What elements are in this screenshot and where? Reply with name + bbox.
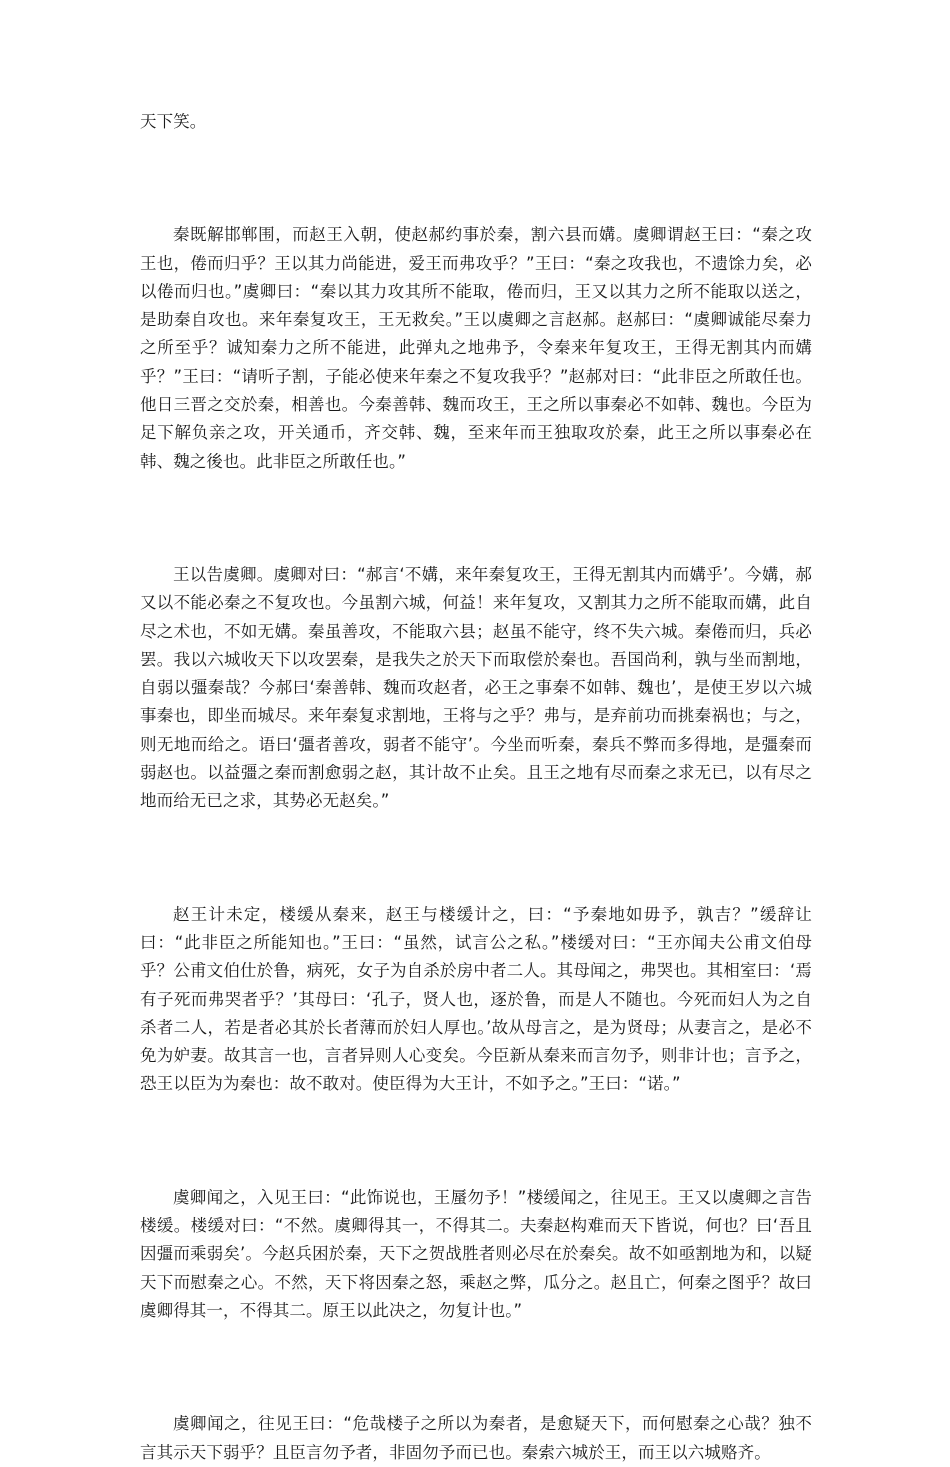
paragraph-4: 赵王计未定，楼缓从秦来，赵王与楼缓计之，曰：“予秦地如毋予，孰吉？”缓辞让曰：“此非臣之所能知也。”王曰：“虽然，试言公之私。”楼缓对曰：“王亦闻夫公甫文伯母乎？公甫文伯仕於鲁，病死，女子为自杀於房中者二人。其母闻之，弗哭也。其相室曰：‘焉有子死而弗哭者乎？’其母曰：‘孔子，贤人也，逐於鲁，而是人不随也。今死而妇人为之自杀者二人，若是者必其於长者薄而於妇人厚也。’故从母言之，是为贤母；从妻言之，是必不免为妒妻。故其言一也，言者异则人心变矣。今臣新从秦来而言勿予，则非计也；言予之，恐王以臣为为秦也：故不敢对。使臣得为大王计，不如予之。”王曰：“诺。” <box>140 904 812 1094</box>
paragraph-5: 虞卿闻之，入见王曰：“此饰说也，王蜃勿予！”楼缓闻之，往见王。王又以虞卿之言告楼缓。楼缓对曰：“不然。虞卿得其一，不得其二。夫秦赵构难而天下皆说，何也？曰‘吾且因彊而乘弱矣’。今赵兵困於秦，天下之贺战胜者则必尽在於秦矣。故不如亟割地为和，以疑天下而慰秦之心。不然，天下将因秦之怒，乘赵之弊，瓜分之。赵且亡，何秦之图乎？故曰虞卿得其一，不得其二。原王以此决之，勿复计也。” <box>140 1187 812 1320</box>
paragraph-2: 秦既解邯郸围，而赵王入朝，使赵郝约事於秦，割六县而媾。虞卿谓赵王曰：“秦之攻王也，倦而归乎？王以其力尚能进，爱王而弗攻乎？”王曰：“秦之攻我也，不遗馀力矣，必以倦而归也。”虞卿曰：“秦以其力攻其所不能取，倦而归，王又以其力之所不能取以送之，是助秦自攻也。来年秦复攻王，王无救矣。”王以虞卿之言赵郝。赵郝曰：“虞卿诚能尽秦力之所至乎？诚知秦力之所不能进，此弹丸之地弗予，令秦来年复攻王，王得无割其内而媾乎？”王曰：“请听子割，子能必使来年秦之不复攻我乎？”赵郝对曰：“此非臣之所敢任也。他日三晋之交於秦，相善也。今秦善韩、魏而攻王，王之所以事秦必不如韩、魏也。今臣为足下解负亲之攻，开关通币，齐交韩、魏，至来年而王独取攻於秦，此王之所以事秦必在韩、魏之後也。此非臣之所敢任也。” <box>140 225 812 471</box>
paragraph-1: 天下笑。 <box>140 112 207 131</box>
paragraph-gap <box>140 136 812 221</box>
paragraph-6: 虞卿闻之，往见王曰：“危哉楼子之所以为秦者，是愈疑天下，而何慰秦之心哉？独不言其示天下弱乎？且臣言勿予者，非固勿予而已也。秦索六城於王，而王以六城赂齐。 <box>140 1414 812 1462</box>
document-page <box>140 108 812 1467</box>
paragraph-gap <box>140 816 812 901</box>
paragraph-3: 王以告虞卿。虞卿对曰：“郝言‘不媾，来年秦复攻王，王得无割其内而媾乎’。今媾，郝又以不能必秦之不复攻也。今虽割六城，何益！来年复攻，又割其力之所不能取而媾，此自尽之术也，不如无媾。秦虽善攻，不能取六县；赵虽不能守，终不失六城。秦倦而归，兵必罢。我以六城收天下以攻罢秦，是我失之於天下而取偿於秦也。吾国尚利，孰与坐而割地，自弱以彊秦哉？今郝曰‘秦善韩、魏而攻赵者，必王之事秦不如韩、魏也’，是使王岁以六城事秦也，即坐而城尽。来年秦复求割地，王将与之乎？弗与，是弃前功而挑秦祸也；与之，则无地而给之。语曰‘彊者善攻，弱者不能守’。今坐而听秦，秦兵不弊而多得地，是彊秦而弱赵也。以益彊之秦而割愈弱之赵，其计故不止矣。且王之地有尽而秦之求无已，以有尽之地而给无已之求，其势必无赵矣。” <box>140 564 812 811</box>
paragraph-gap <box>140 1325 812 1410</box>
paragraph-gap <box>140 476 812 561</box>
paragraph-gap <box>140 1099 812 1184</box>
